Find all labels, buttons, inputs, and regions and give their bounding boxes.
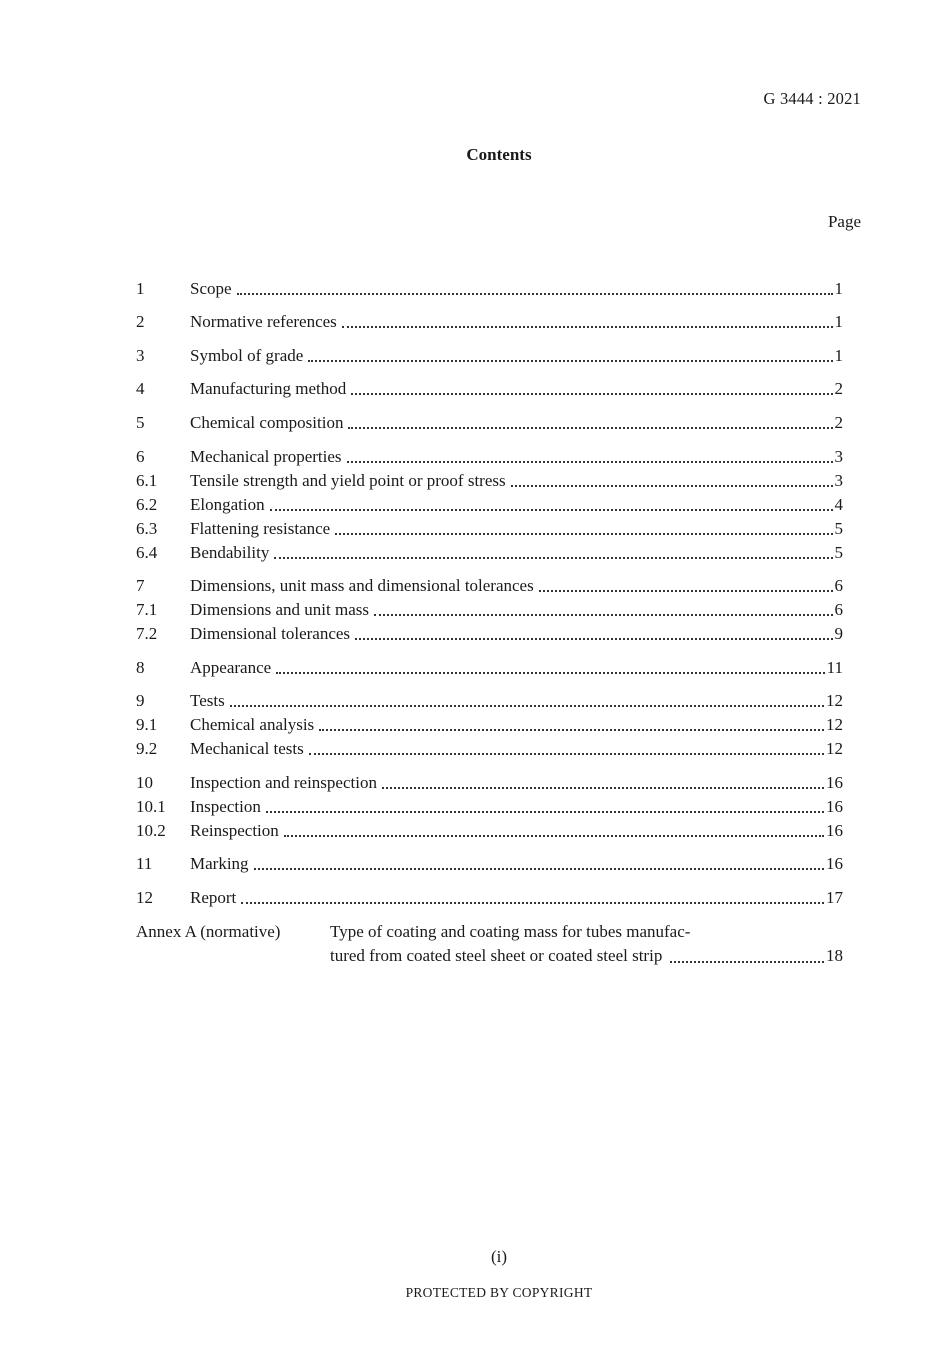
toc-entry-line <box>190 690 843 712</box>
dot-leader <box>374 614 833 616</box>
toc-entry-line <box>190 518 843 540</box>
dot-leader <box>284 835 824 837</box>
toc-entry-number: 6.3 <box>136 519 158 538</box>
contents-title: Contents <box>466 145 532 164</box>
toc-entry-title: Dimensions and unit mass <box>190 599 374 621</box>
dot-leader <box>237 293 833 295</box>
annex-title-line-1: Type of coating and coating mass for tubes manufac- <box>330 922 691 941</box>
toc-entry-page: 1 <box>834 279 843 298</box>
toc-entry-line <box>190 599 843 621</box>
toc-entry-page: 2 <box>834 413 843 432</box>
toc-entry[interactable] <box>136 772 843 794</box>
toc-entry[interactable] <box>136 820 843 842</box>
toc-entry-line <box>190 714 843 736</box>
dot-leader <box>274 557 832 559</box>
toc-entry-line <box>190 853 843 875</box>
toc-entry-page: 12 <box>826 739 843 758</box>
toc-entry-line <box>190 311 843 333</box>
toc-entry[interactable] <box>136 378 843 400</box>
toc-entry[interactable] <box>136 623 843 645</box>
toc-entry-number: 2 <box>136 312 145 331</box>
dot-leader <box>348 427 832 429</box>
toc-entry-page: 2 <box>834 379 843 398</box>
toc-entry-number: 10.1 <box>136 797 166 816</box>
toc-entry-line <box>190 542 843 564</box>
toc-entry-number: 7 <box>136 576 145 595</box>
toc-entry[interactable] <box>136 542 843 564</box>
toc-entry-number: 9.1 <box>136 715 158 734</box>
toc-entry-title: Marking <box>190 853 254 875</box>
toc-entry-page: 6 <box>834 576 843 595</box>
toc-entry[interactable] <box>136 278 843 300</box>
toc-entry-title: Chemical composition <box>190 412 348 434</box>
toc-entry-number: 10 <box>136 773 153 792</box>
toc-entry-line <box>190 345 843 367</box>
toc-entry-title: Mechanical tests <box>190 738 309 760</box>
toc-entry-line <box>190 378 843 400</box>
toc-entry-line <box>190 470 843 492</box>
toc-entry-page: 6 <box>834 600 843 619</box>
toc-entry-line <box>190 412 843 434</box>
toc-entry-title: Dimensions, unit mass and dimensional tolerances <box>190 575 539 597</box>
toc-entry-line <box>190 278 843 300</box>
toc-entry-line <box>190 446 843 468</box>
dot-leader <box>335 533 832 535</box>
annex-page-number: 18 <box>826 946 843 965</box>
toc-entry-page: 11 <box>826 658 843 677</box>
toc-entry-line <box>190 623 843 645</box>
toc-entry[interactable] <box>136 446 843 468</box>
toc-entry[interactable] <box>136 311 843 333</box>
toc-entry-title: Report <box>190 887 241 909</box>
dot-leader <box>342 326 833 328</box>
toc-entry[interactable] <box>136 853 843 875</box>
toc-entry-title: Chemical analysis <box>190 714 319 736</box>
toc-entry-page: 1 <box>834 312 843 331</box>
toc-entry-line <box>190 738 843 760</box>
dot-leader <box>270 509 833 511</box>
toc-entry-title: Flattening resistance <box>190 518 335 540</box>
toc-entry[interactable] <box>136 714 843 736</box>
annex-title-line-2-row <box>330 944 843 968</box>
annex-title-line-2: tured from coated steel sheet or coated steel strip <box>330 944 670 968</box>
dot-leader <box>309 753 824 755</box>
toc-entry-page: 12 <box>826 715 843 734</box>
dot-leader <box>355 638 832 640</box>
page-number: (i) <box>490 1247 508 1266</box>
toc-entry-page: 16 <box>826 773 843 792</box>
annex-label: Annex A (normative) <box>136 922 281 941</box>
dot-leader <box>670 961 824 963</box>
toc-entry[interactable] <box>136 887 843 909</box>
toc-entry-number: 12 <box>136 888 153 907</box>
toc-entry-line <box>190 494 843 516</box>
toc-entry-number: 1 <box>136 279 145 298</box>
dot-leader <box>539 590 833 592</box>
toc-entry[interactable] <box>136 599 843 621</box>
dot-leader <box>308 360 832 362</box>
toc-entry[interactable] <box>136 657 843 679</box>
toc-entry-number: 6.4 <box>136 543 158 562</box>
copyright-notice: PROTECTED BY COPYRIGHT <box>405 1285 593 1300</box>
dot-leader <box>511 485 833 487</box>
dot-leader <box>276 672 824 674</box>
toc-entry-title: Reinspection <box>190 820 284 842</box>
toc-entry-page: 9 <box>834 624 843 643</box>
toc-entry-line <box>190 820 843 842</box>
toc-entry-page: 17 <box>826 888 843 907</box>
toc-entry-page: 12 <box>826 691 843 710</box>
toc-entry-title: Mechanical properties <box>190 446 347 468</box>
toc-entry-number: 7.2 <box>136 624 158 643</box>
toc-entry[interactable] <box>136 575 843 597</box>
toc-entry-line <box>190 575 843 597</box>
toc-entry-page: 1 <box>834 346 843 365</box>
dot-leader <box>382 787 824 789</box>
dot-leader <box>266 811 824 813</box>
toc-entry-title: Tensile strength and yield point or proof stress <box>190 470 511 492</box>
toc-entry-page: 16 <box>826 797 843 816</box>
toc-entry-page: 4 <box>834 495 843 514</box>
toc-entry-page: 5 <box>834 519 843 538</box>
toc-entry-page: 16 <box>826 821 843 840</box>
toc-entry-title: Bendability <box>190 542 274 564</box>
toc-entry-title: Inspection and reinspection <box>190 772 382 794</box>
page-column-heading: Page <box>827 212 861 231</box>
toc-entry[interactable] <box>136 494 843 516</box>
toc-entry-number: 4 <box>136 379 145 398</box>
toc-entry-number: 3 <box>136 346 145 365</box>
toc-entry-number: 9 <box>136 691 145 710</box>
toc-entry-title: Dimensional tolerances <box>190 623 355 645</box>
toc-entry-title: Elongation <box>190 494 270 516</box>
dot-leader <box>241 902 824 904</box>
dot-leader <box>347 461 833 463</box>
toc-entry[interactable] <box>136 412 843 434</box>
toc-entry-number: 6.2 <box>136 495 158 514</box>
toc-entry[interactable] <box>136 518 843 540</box>
toc-entry-number: 6 <box>136 447 145 466</box>
toc-entry-page: 3 <box>834 471 843 490</box>
toc-entry-title: Scope <box>190 278 237 300</box>
toc-entry-page: 5 <box>834 543 843 562</box>
toc-entry-title: Manufacturing method <box>190 378 351 400</box>
toc-entry[interactable] <box>136 470 843 492</box>
toc-entry-page: 16 <box>826 854 843 873</box>
toc-entry-line <box>190 887 843 909</box>
dot-leader <box>319 729 824 731</box>
dot-leader <box>351 393 832 395</box>
toc-entry-line <box>190 772 843 794</box>
toc-entry-number: 9.2 <box>136 739 158 758</box>
dot-leader <box>230 705 824 707</box>
toc-entry-number: 10.2 <box>136 821 166 840</box>
toc-entry-title: Tests <box>190 690 230 712</box>
toc-entry-number: 11 <box>136 854 153 873</box>
toc-entry-title: Symbol of grade <box>190 345 308 367</box>
toc-entry-line <box>190 657 843 679</box>
toc-entry[interactable] <box>136 690 843 712</box>
toc-entry[interactable] <box>136 345 843 367</box>
toc-entry-line <box>190 796 843 818</box>
toc-entry-title: Appearance <box>190 657 276 679</box>
toc-entry-number: 7.1 <box>136 600 158 619</box>
document-id: G 3444 : 2021 <box>763 89 861 108</box>
toc-entry[interactable] <box>136 796 843 818</box>
toc-entry-number: 5 <box>136 413 145 432</box>
toc-entry-number: 6.1 <box>136 471 158 490</box>
toc-entry-number: 8 <box>136 658 145 677</box>
toc-entry-title: Normative references <box>190 311 342 333</box>
dot-leader <box>254 868 824 870</box>
toc-entry[interactable] <box>136 738 843 760</box>
toc-entry-title: Inspection <box>190 796 266 818</box>
toc-entry-page: 3 <box>834 447 843 466</box>
